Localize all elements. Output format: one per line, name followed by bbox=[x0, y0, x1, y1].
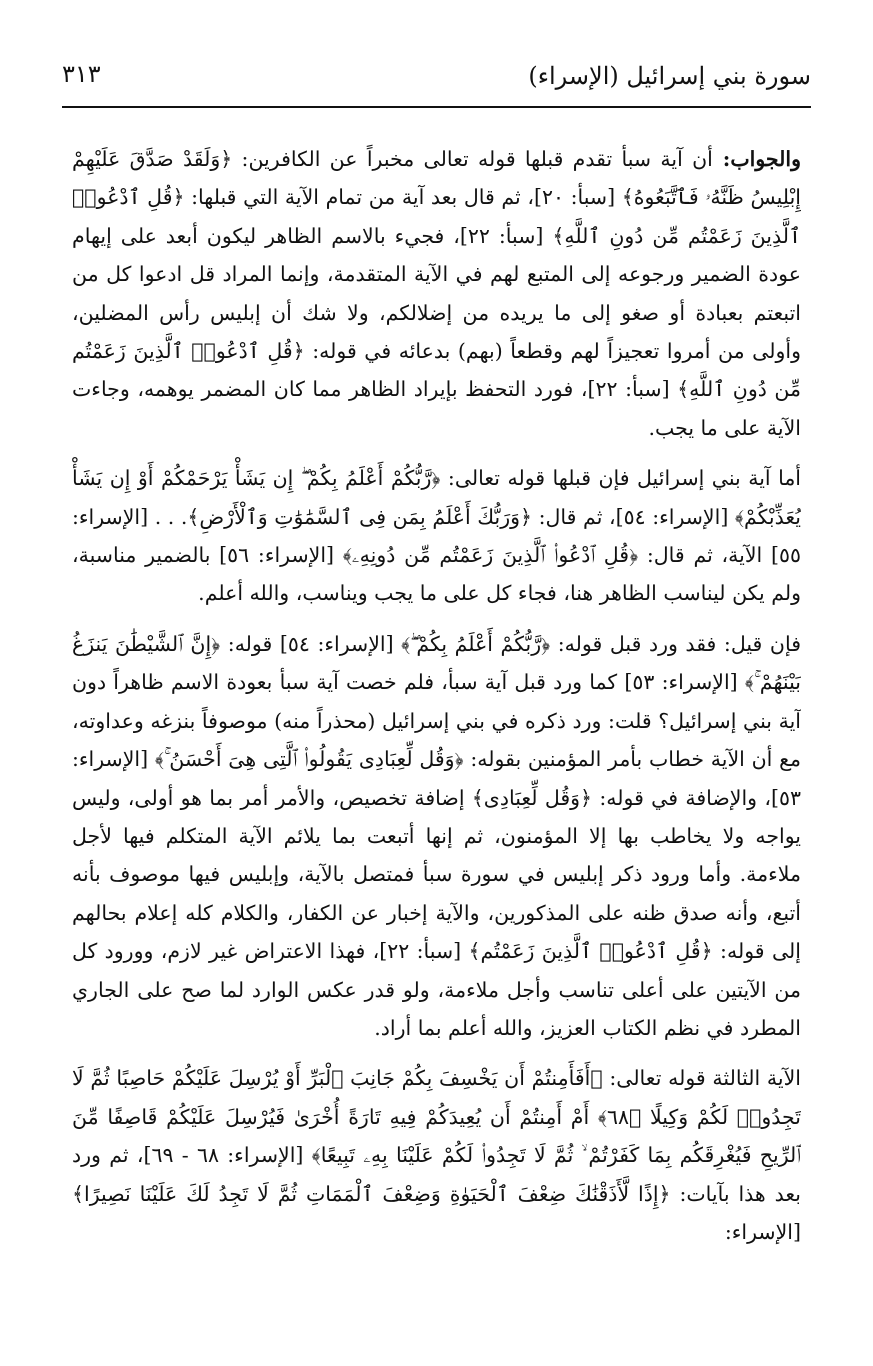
paragraph-text: أما آية بني إسرائيل فإن قبلها قوله تعالى: ﴿رَّبُّكُمْ أَعْلَمُ بِكُمْ ۖ إِن يَشَأْ يَرْحَمْكُمْ أَوْ إِن يَشَأْ يُعَذِّبْكُمْ﴾ [الإسراء: ٥٤]، ثم قال: ﴿وَرَبُّكَ أَعْلَمُ بِمَن فِى ٱلسَّمَٰوَٰتِ وَٱلْأَرْضِ﴾. . . [الإسراء: ٥٥] الآية، ثم قال: ﴿قُلِ ٱدْعُوا۟ ٱلَّذِينَ زَعَمْتُم مِّن دُونِهِۦ﴾ [الإسراء: ٥٦] بالضمير مناسبة، ولم يكن ليناسب الظاهر هنا، فجاء كل على ما يجب ويناسب، والله أعلم. bbox=[72, 466, 801, 606]
running-title: سورة بني إسرائيل (الإسراء) bbox=[528, 62, 811, 90]
paragraph-answer bbox=[72, 140, 801, 447]
page-header bbox=[62, 52, 811, 104]
paragraph-text: أن آية سبأ تقدم قبلها قوله تعالى مخبراً عن الكافرين: ﴿وَلَقَدْ صَدَّقَ عَلَيْهِمْ إِبْلِيسُ ظَنَّهُۥ فَٱتَّبَعُوهُ﴾ [سبأ: ٢٠]، ثم قال بعد آية من تمام الآية التي قبلها: ﴿قُلِ ٱدْعُوا۟ ٱلَّذِينَ زَعَمْتُم مِّن دُونِ ٱللَّهِ﴾ [سبأ: ٢٢]، فجيء بالاسم الظاهر ليكون أبعد على إيهام عودة الضمير ورجوعه إلى المتبع لهم في الآية المتقدمة، وإنما المراد قل ادعوا كل من اتبعتم بعبادة أو صغو إلى ما يريده من إضلالكم، ولا شك أن إبليس رأس المضلين، وأولى من أمروا تعجيزاً لهم وقطعاً (بهم) بدعائه في قوله: ﴿قُلِ ٱدْعُوا۟ ٱلَّذِينَ زَعَمْتُم مِّن دُونِ ٱللَّهِ﴾ [سبأ: ٢٢]، فورد التحفظ بإيراد الظاهر مما كان المضمر يوهمه، وجاءت الآية على ما يجب. bbox=[72, 147, 801, 440]
paragraph-objection bbox=[72, 625, 801, 1047]
paragraph-text: فإن قيل: فقد ورد قبل قوله: ﴿رَّبُّكُمْ أَعْلَمُ بِكُمْ ۖ﴾ [الإسراء: ٥٤] قوله: ﴿إِنَّ ٱلشَّيْطَٰنَ يَنزَغُ بَيْنَهُمْ ۚ﴾ [الإسراء: ٥٣] كما ورد قبل آية سبأ، فلم خصت آية سبأ بعودة الاسم ظاهراً دون آية بني إسرائيل؟ قلت: ورد ذكره في بني إسرائيل (محذراً منه) موصوفاً بنزغه وعداوته، مع أن الآية خطاب بأمر المؤمنين بقوله: ﴿وَقُل لِّعِبَادِى يَقُولُوا۟ ٱلَّتِى هِىَ أَحْسَنُ ۚ﴾ [الإسراء: ٥٣]، والإضافة في قوله: ﴿وَقُل لِّعِبَادِى﴾ إضافة تخصيص، والأمر أمر بما هو أولى، وليس يواجه ولا يخاطب بها إلا المؤمنون، ثم إنها أتبعت بما يلائم الآية المتكلم فيها لأجل ملاءمة. وأما ورود ذكر إبليس في سورة سبأ فمتصل بالآية، وإبليس فيها موصوف بأنه أتبع، وأنه صدق ظنه على المذكورين، والآية إخبار عن الكفار، والكلام كله إعلام بحالهم إلى قوله: ﴿قُلِ ٱدْعُوا۟ ٱلَّذِينَ زَعَمْتُم﴾ [سبأ: ٢٢]، فهذا الاعتراض غير لازم، وورود كل من الآيتين على أعلى تناسب وأجل ملاءمة، ولو قدر عكس الوارد لما صح على الجاري المطرد في نظم الكتاب العزيز، والله أعلم بما أراد. bbox=[72, 631, 801, 1040]
paragraph-text: الآية الثالثة قوله تعالى: ﴿أَفَأَمِنتُمْ أَن يَخْسِفَ بِكُمْ جَانِبَ ٱلْبَرِّ أَوْ يُرْسِلَ عَلَيْكُمْ حَاصِبًا ثُمَّ لَا تَجِدُوا۟ لَكُمْ وَكِيلًا ﴿٦٨﴾ أَمْ أَمِنتُمْ أَن يُعِيدَكُمْ فِيهِ تَارَةً أُخْرَىٰ فَيُرْسِلَ عَلَيْكُمْ قَاصِفًا مِّنَ ٱلرِّيحِ فَيُغْرِقَكُم بِمَا كَفَرْتُمْ ۙ ثُمَّ لَا تَجِدُوا۟ لَكُمْ عَلَيْنَا بِهِۦ تَبِيعًا﴾ [الإسراء: ٦٨ - ٦٩]، ثم ورد بعد هذا بآيات: ﴿إِذًا لَّأَذَقْنَٰكَ ضِعْفَ ٱلْحَيَوٰةِ وَضِعْفَ ٱلْمَمَاتِ ثُمَّ لَا تَجِدُ لَكَ عَلَيْنَا نَصِيرًا﴾ [الإسراء: bbox=[72, 1066, 801, 1244]
page-number: ٣١٣ bbox=[62, 60, 101, 88]
answer-lead: والجواب: bbox=[712, 147, 801, 171]
paragraph-bani-israil bbox=[72, 459, 801, 613]
page-body bbox=[72, 140, 801, 1348]
paragraph-third-verse bbox=[72, 1059, 801, 1251]
header-rule bbox=[62, 106, 811, 108]
